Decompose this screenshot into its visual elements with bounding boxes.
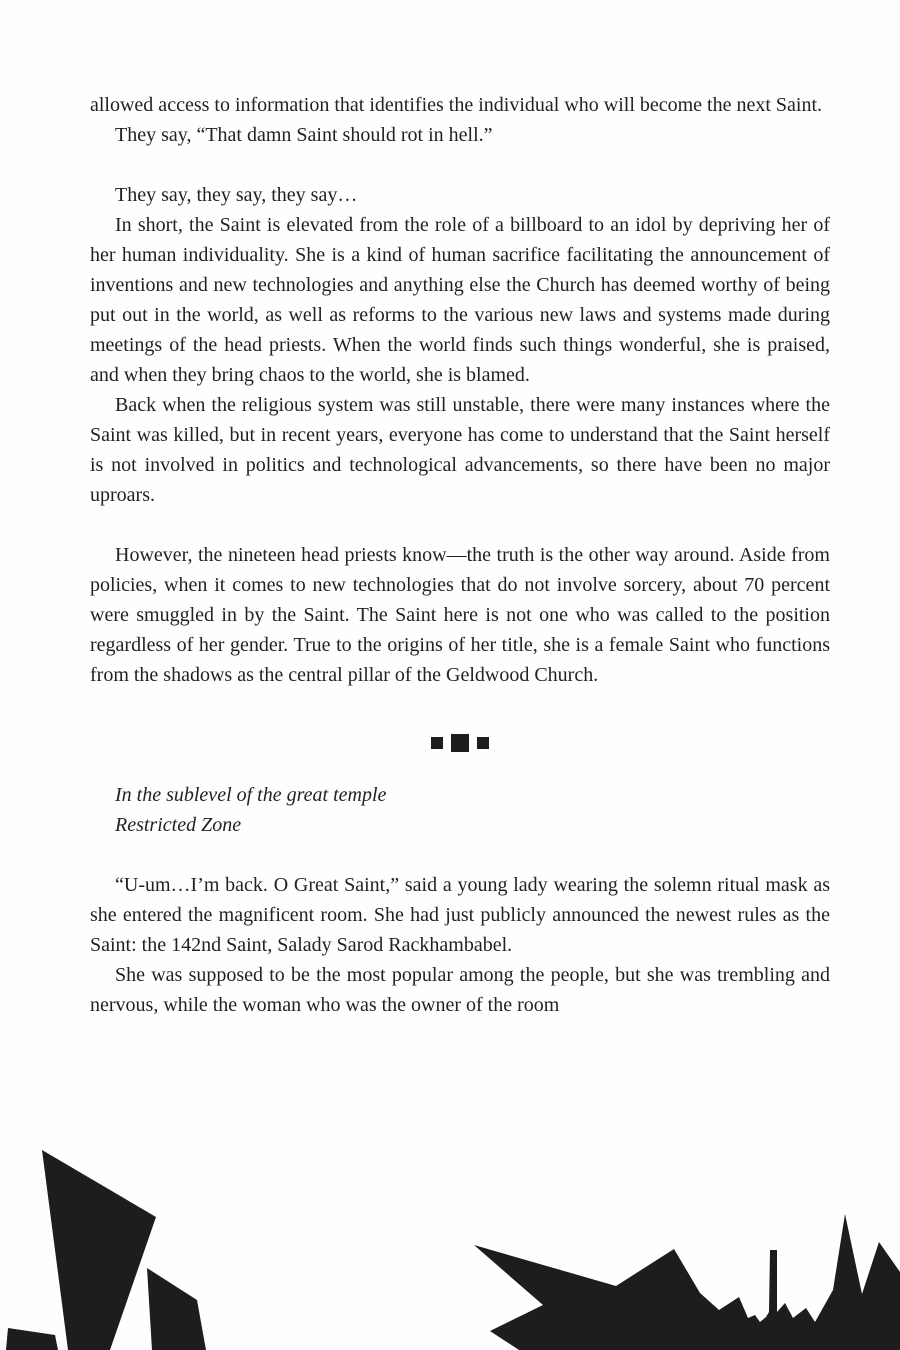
paragraph: However, the nineteen head priests know—the truth is the other way around. Aside from policies, when it comes to new technologies that do not involve sorcery, about 70 percent were smuggled in by the Saint. The Saint here is not one who was called to the position regardless of her gender. True to the origins of her title, she is a female Saint who functions from the shadows as the central pillar of the Geldwood Church. bbox=[90, 544, 830, 686]
scene-break bbox=[90, 720, 830, 765]
paragraph: She was supposed to be the most popular among the people, but she was trembling and nervous, while the woman who was the owner of the room bbox=[90, 964, 830, 1016]
ink-shard-left-large bbox=[42, 1150, 156, 1350]
scene-setting bbox=[90, 780, 830, 840]
paragraph: They say, “That damn Saint should rot in hell.” bbox=[115, 124, 493, 146]
paragraph: “U-um…I’m back. O Great Saint,” said a young lady wearing the solemn ritual mask as she entered the magnificent room. She had just publicly announced the newest rules as the Saint: the 142nd Saint, Salady Sarod Rackhambabel. bbox=[90, 874, 830, 956]
body-text bbox=[90, 90, 830, 1020]
scene-setting-line: Restricted Zone bbox=[115, 814, 242, 836]
square-icon bbox=[477, 737, 489, 749]
paragraph: Back when the religious system was still unstable, there were many instances where the Saint was killed, but in recent years, everyone has come to understand that the Saint herself is not involved in politics and technological advancements, so there have been no major uproars. bbox=[90, 394, 830, 506]
ink-shard-left-middle bbox=[147, 1268, 206, 1350]
paragraph: allowed access to information that identifies the individual who will become the next Saint. bbox=[90, 94, 823, 116]
ink-shards-artwork bbox=[0, 1130, 900, 1350]
paragraph: In short, the Saint is elevated from the role of a billboard to an idol by depriving her of her human individuality. She is a kind of human sacrifice facilitating the announcement of inventions and new technologies and anything else the Church has deemed worthy of being put out in the world, as well as reforms to the various new laws and systems made during meetings of the head priests. When the world finds such things wonderful, she is praised, and when they bring chaos to the world, she is blamed. bbox=[90, 214, 830, 386]
square-icon bbox=[431, 737, 443, 749]
ink-shard-right-mass bbox=[474, 1214, 900, 1350]
paragraph: They say, they say, they say… bbox=[115, 184, 358, 206]
ink-shard-left-small bbox=[6, 1328, 58, 1350]
scene-setting-line: In the sublevel of the great temple bbox=[115, 784, 387, 806]
square-icon bbox=[451, 734, 469, 752]
